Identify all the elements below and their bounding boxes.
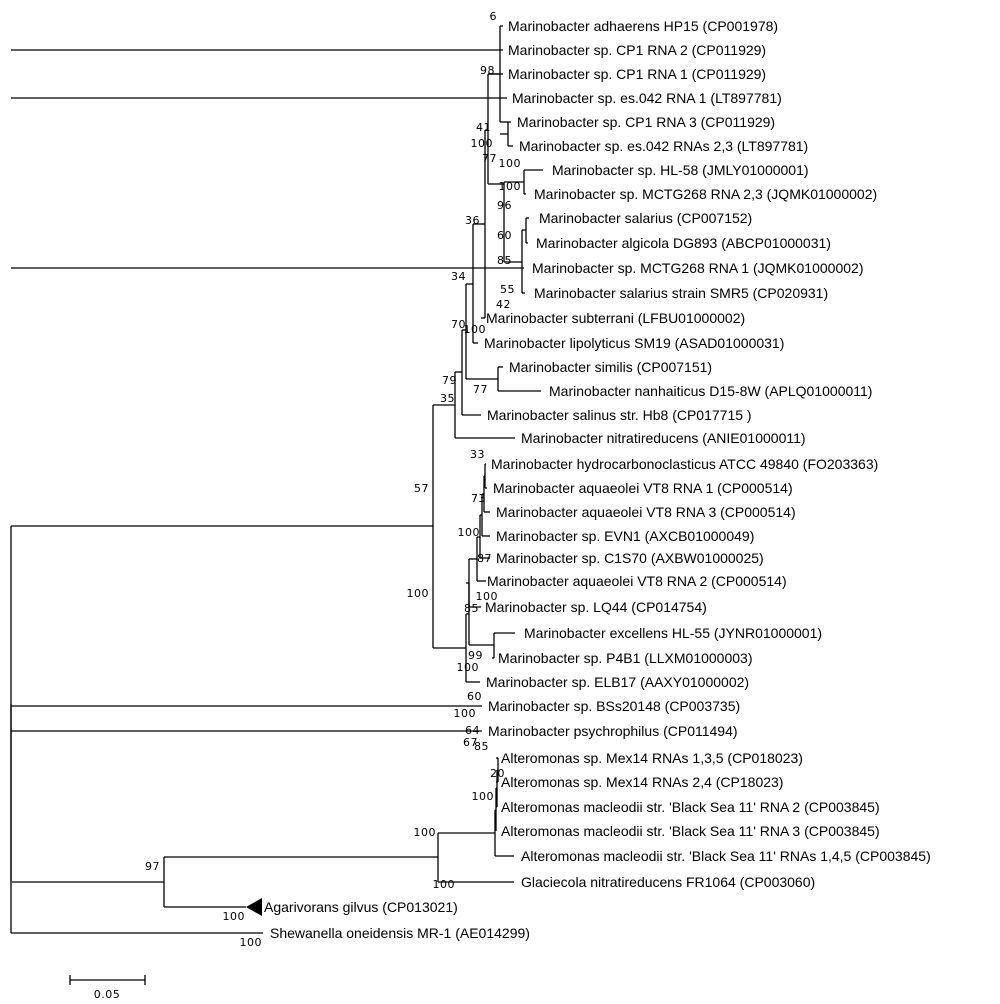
bootstrap-value: 55	[500, 283, 515, 296]
bootstrap-value: 100	[453, 707, 476, 720]
taxon-label: Marinobacter salinus str. Hb8 (CP017715 )	[487, 407, 752, 423]
bootstrap-value: 98	[480, 64, 495, 77]
taxon-label: Marinobacter sp. EVN1 (AXCB01000049)	[496, 528, 755, 544]
bootstrap-value: 36	[465, 214, 480, 227]
bootstrap-value: 100	[406, 587, 429, 600]
bootstrap-values	[145, 10, 521, 949]
taxon-label: Marinobacter sp. C1S70 (AXBW01000025)	[496, 550, 764, 566]
bootstrap-value: 77	[473, 383, 488, 396]
bootstrap-value: 77	[482, 152, 497, 165]
tree-branches	[11, 26, 543, 933]
taxon-label: Marinobacter salarius (CP007152)	[539, 210, 753, 226]
taxon-label: Marinobacter sp. P4B1 (LLXM01000003)	[498, 650, 753, 666]
bootstrap-value: 100	[475, 590, 498, 603]
taxon-label: Marinobacter psychrophilus (CP011494)	[488, 723, 738, 739]
taxon-label: Marinobacter sp. BSs20148 (CP003735)	[488, 698, 741, 714]
taxon-label: Marinobacter excellens HL-55 (JYNR01000001)	[524, 625, 823, 641]
bootstrap-value: 79	[442, 374, 457, 387]
bootstrap-value: 100	[470, 137, 493, 150]
bootstrap-value: 99	[468, 649, 483, 662]
taxon-label: Marinobacter adhaerens HP15 (CP001978)	[508, 18, 779, 34]
bootstrap-value: 100	[471, 790, 494, 803]
bootstrap-value: 100	[222, 910, 245, 923]
bootstrap-value: 87	[477, 552, 492, 565]
bootstrap-value: 85	[464, 602, 479, 615]
scale-bar	[70, 975, 145, 1001]
bootstrap-value: 85	[474, 740, 489, 753]
bootstrap-value: 64	[465, 724, 480, 737]
bootstrap-value: 6	[489, 10, 497, 23]
taxon-label: Alteromonas macleodii str. 'Black Sea 11' RNAs 1,4,5 (CP003845)	[521, 848, 931, 864]
taxon-label: Marinobacter aquaeolei VT8 RNA 1 (CP000514)	[493, 480, 793, 496]
taxon-label: Marinobacter sp. MCTG268 RNA 1 (JQMK01000002)	[532, 260, 864, 276]
taxon-label: Alteromonas sp. Mex14 RNAs 2,4 (CP18023)	[501, 774, 784, 790]
taxon-label: Marinobacter similis (CP007151)	[509, 359, 713, 375]
taxon-label: Marinobacter subterrani (LFBU01000002)	[486, 310, 746, 326]
bootstrap-value: 100	[457, 526, 480, 539]
scale-bar-label: 0.05	[93, 988, 121, 1001]
bootstrap-value: 42	[496, 298, 511, 311]
bootstrap-value: 20	[490, 767, 505, 780]
bootstrap-value: 73	[471, 492, 486, 505]
taxon-label: Marinobacter nanhaiticus D15-8W (APLQ01000011)	[549, 383, 873, 399]
taxon-label: Alteromonas sp. Mex14 RNAs 1,3,5 (CP018023)	[501, 750, 803, 766]
taxon-label: Shewanella oneidensis MR-1 (AE014299)	[270, 925, 530, 941]
taxon-label: Marinobacter aquaeolei VT8 RNA 3 (CP000514)	[496, 504, 796, 520]
collapsed-clade-triangle	[246, 898, 262, 916]
taxon-label: Marinobacter aquaeolei VT8 RNA 2 (CP000514)	[487, 573, 787, 589]
taxon-labels	[264, 18, 931, 941]
taxon-label: Marinobacter sp. es.042 RNAs 2,3 (LT897781)	[519, 138, 809, 154]
bootstrap-value: 100	[456, 661, 479, 674]
taxon-label: Marinobacter hydrocarbonoclasticus ATCC 49840 (FO203363)	[491, 456, 879, 472]
taxon-label: Marinobacter sp. CP1 RNA 2 (CP011929)	[508, 42, 767, 58]
bootstrap-value: 41	[476, 121, 491, 134]
taxon-label: Marinobacter sp. CP1 RNA 3 (CP011929)	[517, 114, 776, 130]
taxon-label: Marinobacter sp. ELB17 (AAXY01000002)	[486, 674, 750, 690]
bootstrap-value: 60	[467, 690, 482, 703]
taxon-label: Marinobacter sp. MCTG268 RNA 2,3 (JQMK01000002)	[534, 186, 878, 202]
bootstrap-value: 33	[470, 448, 485, 461]
bootstrap-value: 100	[413, 826, 436, 839]
taxon-label: Marinobacter nitratireducens (ANIE01000011)	[521, 430, 806, 446]
taxon-label: Marinobacter lipolyticus SM19 (ASAD01000031)	[484, 335, 785, 351]
bootstrap-value: 100	[463, 323, 486, 336]
taxon-label: Agarivorans gilvus (CP013021)	[264, 899, 458, 915]
bootstrap-value: 85	[497, 254, 512, 267]
taxon-label: Marinobacter sp. CP1 RNA 1 (CP011929)	[508, 66, 767, 82]
taxon-label: Marinobacter sp. LQ44 (CP014754)	[485, 599, 707, 615]
bootstrap-value: 70	[451, 318, 466, 331]
taxon-label: Glaciecola nitratireducens FR1064 (CP003060)	[521, 874, 816, 890]
taxon-label: Marinobacter sp. HL-58 (JMLY01000001)	[552, 162, 809, 178]
bootstrap-value: 34	[451, 270, 466, 283]
bootstrap-value: 100	[498, 180, 521, 193]
bootstrap-value: 35	[440, 392, 455, 405]
bootstrap-value: 96	[497, 199, 512, 212]
taxon-label: Marinobacter algicola DG893 (ABCP01000031)	[536, 235, 831, 251]
bootstrap-value: 57	[414, 482, 429, 495]
bootstrap-value: 100	[239, 936, 262, 949]
taxon-label: Marinobacter sp. es.042 RNA 1 (LT897781)	[512, 90, 782, 106]
bootstrap-value: 100	[432, 878, 455, 891]
bootstrap-value: 60	[497, 229, 512, 242]
taxon-label: Alteromonas macleodii str. 'Black Sea 11' RNA 2 (CP003845)	[501, 799, 880, 815]
bootstrap-value: 100	[498, 157, 521, 170]
bootstrap-value: 67	[463, 736, 478, 749]
taxon-label: Marinobacter salarius strain SMR5 (CP020931)	[534, 285, 829, 301]
bootstrap-value: 97	[145, 860, 160, 873]
taxon-label: Alteromonas macleodii str. 'Black Sea 11' RNA 3 (CP003845)	[501, 823, 880, 839]
